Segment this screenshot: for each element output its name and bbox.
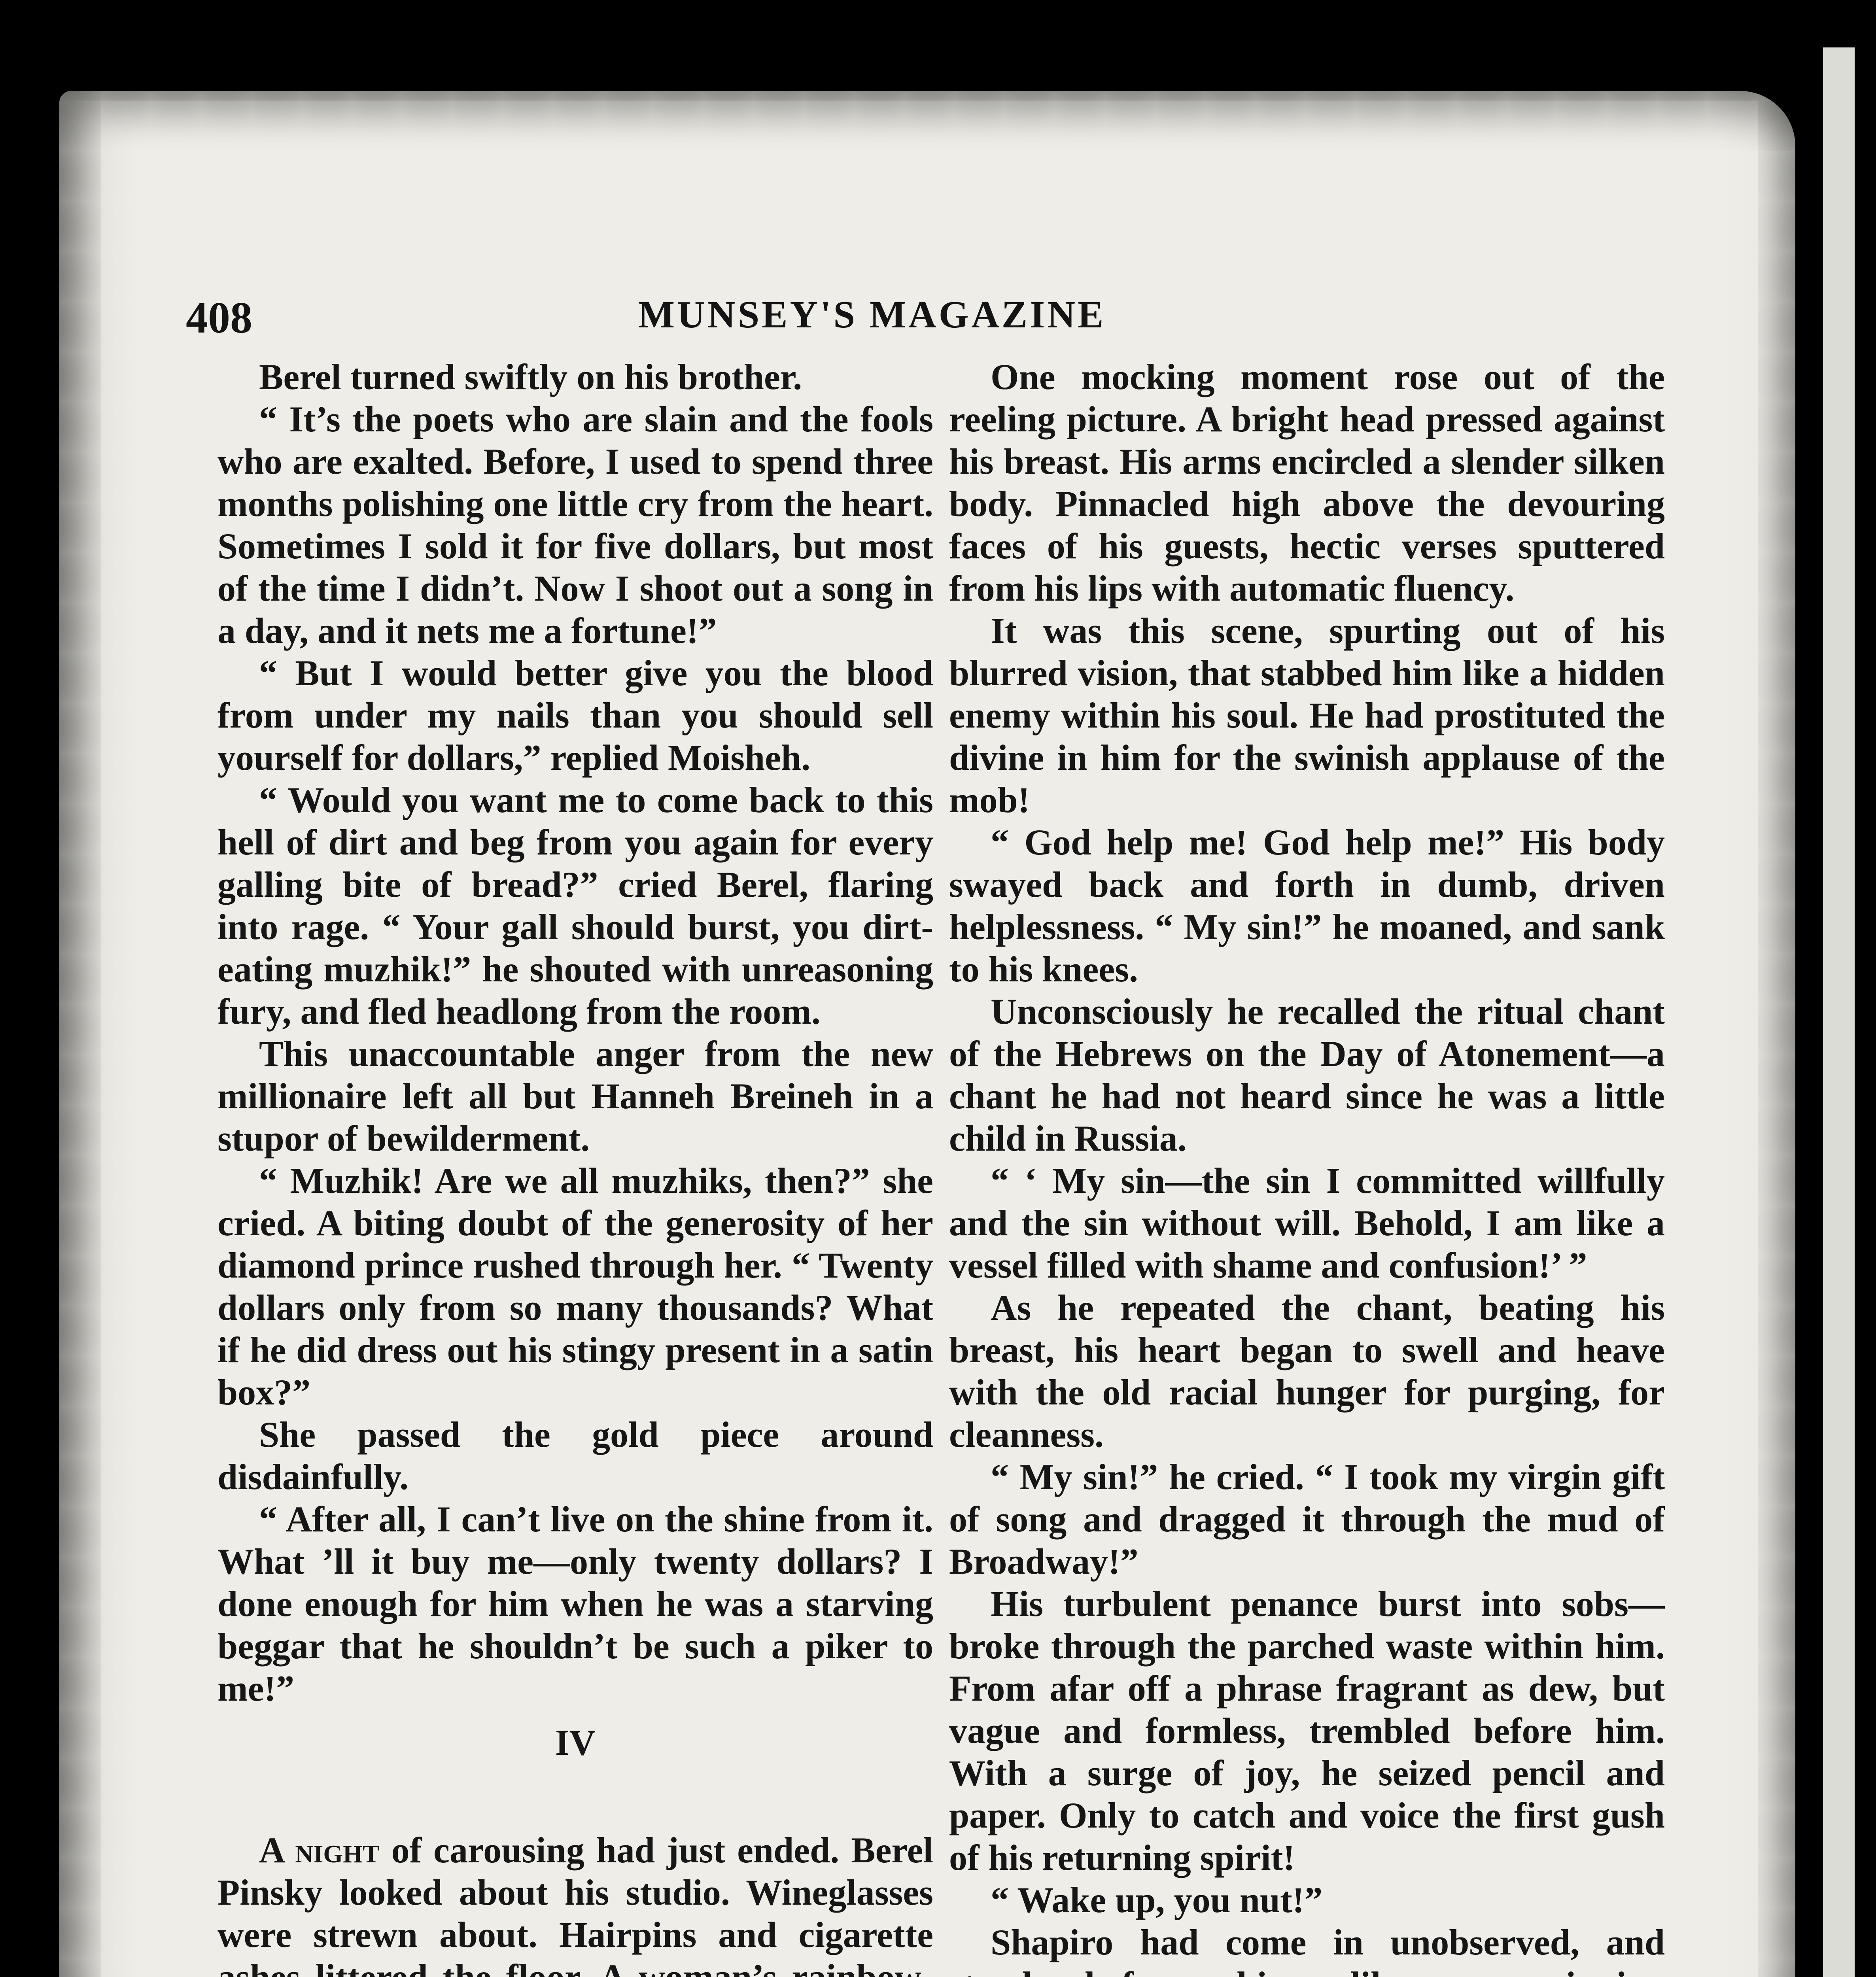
right-text-column <box>949 356 1665 1977</box>
paragraph: His turbulent penance burst into sobs—broke through the parched waste within him. From afar off a phrase fragrant as dew, but vague and formless, trembled before him. With a surge of joy, he seized pencil and paper. Only to catch and voice the first gush of his returning spirit! <box>949 1583 1665 1879</box>
page-header <box>127 293 1617 352</box>
section-heading: IV <box>217 1722 933 1764</box>
paragraph: As he repeated the chant, beating his breast, his heart began to swell and heave with the old racial hunger for purging, for cleanness. <box>949 1287 1665 1456</box>
opening-text: of carousing had just ended. Berel Pinsky looked about his studio. Wineglasses were strewn about. Hairpins and cigarette ashes littered the floor. A woman’s rainbow- <box>217 1830 933 1977</box>
paragraph: “ After all, I can’t live on the shine from it. What ’ll it buy me—only twenty dollars? I done enough for him when he was a starving beggar that he shouldn’t be such a piker to me!” <box>217 1498 933 1710</box>
opening-smallcaps: A night <box>259 1830 380 1870</box>
paragraph: Berel turned swiftly on his brother. <box>217 356 933 398</box>
paragraph: “ Muzhik! Are we all muzhiks, then?” she cried. A biting doubt of the generosity of her diamond prince rushed through her. “ Twenty dollars only from so many thousands? What if he did dress out his stingy present in a satin box?” <box>217 1160 933 1414</box>
section-opening-paragraph <box>217 1829 933 1977</box>
running-head: MUNSEY'S MAGAZINE <box>127 293 1617 337</box>
paragraph: “ ‘ My sin—the sin I committed willfully and the sin without will. Behold, I am like a vessel filled with shame and confusion!’ ” <box>949 1160 1665 1287</box>
paragraph: It was this scene, spurting out of his blurred vision, that stabbed him like a hidden enemy within his soul. He had prostituted the divine in him for the swinish applause of the mob! <box>949 610 1665 821</box>
paragraph: “ It’s the poets who are slain and the fools who are exalted. Before, I used to spend three months polishing one little cry from the heart. Sometimes I sold it for five dollars, but most of the time I didn’t. Now I shoot out a song in a day, and it nets me a fortune!” <box>217 398 933 652</box>
paragraph: “ God help me! God help me!” His body swayed back and forth in dumb, driven helplessness. “ My sin!” he moaned, and sank to his knees. <box>949 821 1665 990</box>
paragraph: “ But I would better give you the blood from under my nails than you should sell yourself for dollars,” replied Moisheh. <box>217 652 933 779</box>
paragraph: “ Wake up, you nut!” <box>949 1879 1665 1921</box>
paragraph: Unconsciously he recalled the ritual chant of the Hebrews on the Day of Atonement—a chant he had not heard since he was a little child in Russia. <box>949 990 1665 1160</box>
adjacent-page-edge <box>1823 47 1855 1977</box>
paragraph: “ My sin!” he cried. “ I took my virgin gift of song and dragged it through the mud of Broadway!” <box>949 1456 1665 1583</box>
paragraph: This unaccountable anger from the new millionaire left all but Hanneh Breineh in a stupor of bewilderment. <box>217 1033 933 1160</box>
paragraph: “ Would you want me to come back to this hell of dirt and beg from you again for every galling bite of bread?” cried Berel, flaring into rage. “ Your gall should burst, you dirt-eating muzhik!” he shouted with unreasoning fury, and fled headlong from the room. <box>217 779 933 1033</box>
page-number: 408 <box>186 293 252 344</box>
mephistopheles-paragraph <box>949 1921 1665 1977</box>
left-text-column <box>217 356 933 1977</box>
text-before: Shapiro had come in unobserved, and <box>949 1922 1665 1977</box>
paragraph: One mocking moment rose out of the reeling picture. A bright head pressed against his breast. His arms encircled a slender silken body. Pinnacled high above the devouring faces of his guests, hectic verses sputtered from his lips with automatic fluency. <box>949 356 1665 610</box>
paragraph: She passed the gold piece around disdainfully. <box>217 1414 933 1498</box>
